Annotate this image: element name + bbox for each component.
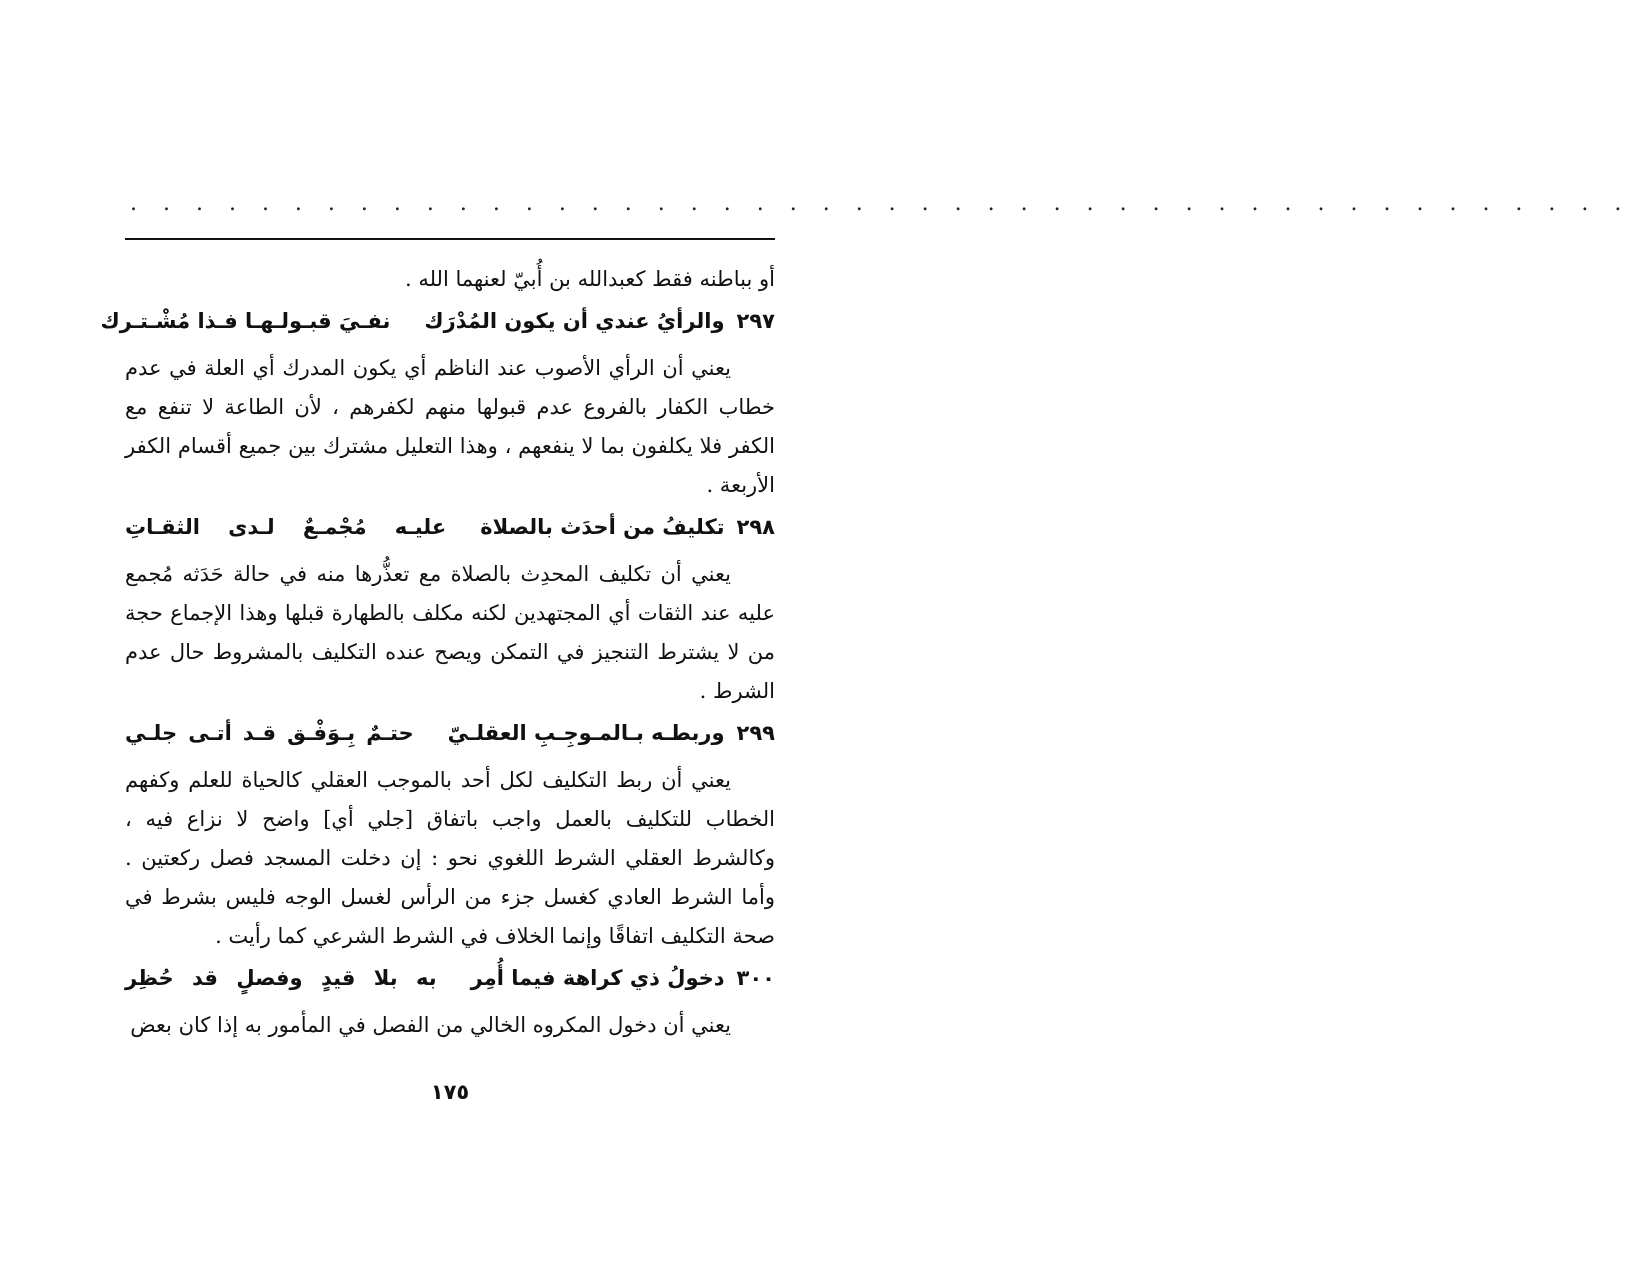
verse-hemistich-first: دخولُ ذي كراهة فيما أُمِر — [470, 966, 725, 990]
verse-hemistich-second: نفـيَ قبـولـهـا فـذا مُشْـتـرك — [100, 309, 391, 333]
verse-hemistich-second: به بلا قيدٍ وفصلٍ قد حُظِر — [125, 966, 437, 990]
verse-297 — [100, 303, 775, 339]
dotted-separator: . . . . . . . . . . . . . . . . . . . . . . . . . . . . . . . . . . . . . . . . . . . . . . — [130, 191, 1631, 216]
verse-299 — [125, 715, 775, 751]
commentary-297: يعني أن الرأي الأصوب عند الناظم أي يكون المدرك أي العلة في عدم خطاب الكفار بالفروع عدم قبولها منهم لكفرهم ، لأن الطاعة لا تنفع مع الكفر فلا يكلفون بما لا ينفعهم ، وهذا التعليل مشترك بين جميع أقسام الكفر الأربعة . — [125, 356, 775, 497]
page-body — [100, 260, 775, 1045]
verse-hemistich-second: حتـمٌ بِـوَفْـق قـد أتـى جلـي — [125, 721, 414, 745]
commentary-299: يعني أن ربط التكليف لكل أحد بالموجب العقلي كالحياة للعلم وكفهم الخطاب للتكليف بالعمل واجب باتفاق [جلي أي] واضح لا نزاع فيه ، وكالشرط العقلي الشرط اللغوي نحو : إن دخلت المسجد فصل ركعتين . وأما الشرط العادي كغسل جزء من الرأس لغسل الوجه فليس بشرط في صحة التكليف اتفاقًا وإنما الخلاف في الشرط الشرعي كما رأيت . — [125, 768, 775, 948]
commentary-298: يعني أن تكليف المحدِث بالصلاة مع تعذُّرها منه في حالة حَدَثه مُجمع عليه عند الثقات أي المجتهدين لكنه مكلف بالطهارة قبلها وهذا الإجماع حجة من لا يشترط التنجيز في التمكن ويصح عنده التكليف بالمشروط حال عدم الشرط . — [125, 562, 775, 703]
verse-number: ٣٠٠ — [736, 966, 775, 990]
page-number: ١٧٥ — [430, 1080, 470, 1104]
verse-number: ٢٩٩ — [736, 721, 775, 745]
horizontal-rule — [125, 238, 775, 240]
verse-hemistich-second: عليـه مُجْمـعٌ لـدى الثقـاتِ — [125, 515, 447, 539]
intro-line: أو بباطنه فقط كعبدالله بن أُبيّ لعنهما الله . — [404, 267, 775, 291]
verse-number: ٢٩٨ — [736, 515, 775, 539]
verse-298 — [125, 509, 775, 545]
verse-300 — [125, 960, 775, 996]
verse-hemistich-first: والرأيُ عندي أن يكون المُدْرَك — [424, 309, 725, 333]
verse-hemistich-first: وربطـه بـالمـوجِـبِ العقلـيّ — [447, 721, 725, 745]
verse-number: ٢٩٧ — [736, 309, 775, 333]
commentary-300: يعني أن دخول المكروه الخالي من الفصل في المأمور به إذا كان بعض — [130, 1013, 731, 1037]
verse-hemistich-first: تكليفُ من أحدَث بالصلاة — [480, 515, 725, 539]
